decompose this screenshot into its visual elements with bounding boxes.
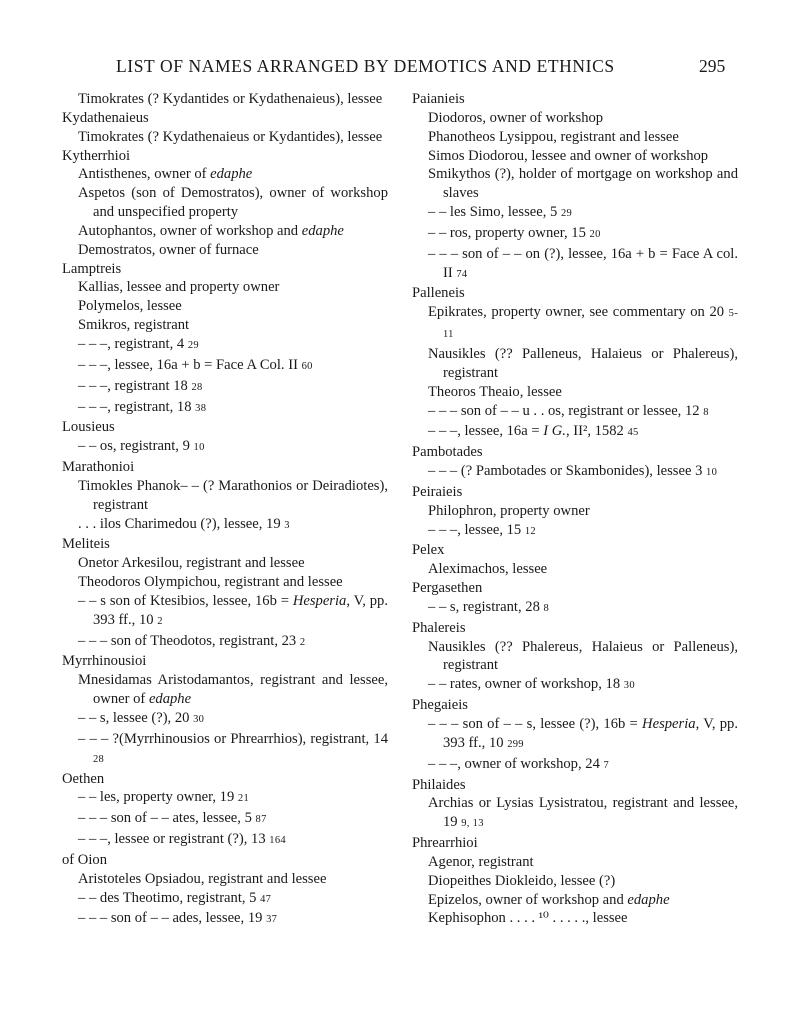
deme-heading: Lousieus: [62, 419, 115, 436]
entry-text: Theodoros Olympichou, registrant and lessee: [78, 574, 343, 591]
name-entry: [62, 241, 388, 260]
name-entry: [412, 502, 738, 521]
entry-text: – – –, registrant, 4: [78, 335, 188, 352]
deme-heading: Peiraieis: [412, 483, 463, 500]
name-entry: [412, 345, 738, 383]
name-entry: [412, 147, 738, 166]
entry-text: – – –, lessee, 15: [428, 521, 525, 538]
entry-text: Timokrates (? Kydathenaieus or Kydantides), lessee: [78, 128, 383, 145]
line-reference: 3: [284, 519, 290, 531]
entry-text: – – les, property owner, 19: [78, 789, 238, 806]
deme-heading: of Oion: [62, 851, 107, 868]
name-entry: [412, 422, 738, 443]
deme-heading: Kydathenaieus: [62, 109, 149, 126]
italic-term: edaphe: [210, 166, 253, 183]
entry-text: Antisthenes, owner of: [78, 166, 211, 183]
name-entry: [62, 909, 388, 930]
line-reference: 5-11: [443, 308, 738, 341]
italic-term: edaphe: [301, 222, 344, 239]
line-reference: 47: [260, 893, 272, 905]
name-entry: [62, 278, 388, 297]
line-reference: 2: [157, 615, 163, 627]
running-head: [0, 52, 792, 82]
name-entry: [62, 335, 388, 356]
name-entry: [412, 755, 738, 776]
italic-term: I G.: [543, 423, 566, 440]
line-reference: 60: [301, 360, 313, 372]
line-reference: 28: [93, 753, 105, 765]
line-reference: 38: [195, 402, 207, 414]
line-reference: 20: [589, 228, 601, 240]
entry-text: – – rates, owner of workshop, 18: [428, 676, 624, 693]
name-entry: [412, 402, 738, 423]
deme-heading: Marathonioi: [62, 459, 135, 476]
entry-text: – – ros, property owner, 15: [428, 224, 590, 241]
name-entry: [62, 316, 388, 335]
name-entry: [62, 377, 388, 398]
deme-heading: Phalereis: [412, 619, 466, 636]
name-entry: [412, 245, 738, 285]
name-entry: [62, 128, 388, 147]
line-reference: 37: [266, 914, 278, 926]
name-entry: [62, 573, 388, 592]
entry-text: – – –, lessee, 16a + b = Face A Col. II: [78, 356, 302, 373]
entry-text: – – s son of Ktesibios, lessee, 16b =: [78, 592, 293, 609]
entry-text: , V, pp. 393 ff., 10: [93, 592, 388, 628]
entry-text: Phanotheos Lysippou, registrant and lessee: [428, 128, 679, 145]
entry-text: – – – son of – – u . . os, registrant or lessee, 12: [428, 402, 704, 419]
line-reference: 74: [456, 268, 468, 280]
deme-heading: Oethen: [62, 770, 105, 787]
entry-text: – – des Theotimo, registrant, 5: [78, 889, 261, 906]
deme-heading: Pambotades: [412, 444, 483, 461]
line-reference: 164: [269, 835, 286, 847]
name-entry: [62, 437, 388, 458]
entry-text: Diopeithes Diokleido, lessee (?): [428, 872, 616, 889]
entry-text: Mnesidamas Aristodamantos, registrant and lessee, owner of: [78, 672, 388, 708]
name-entry: [62, 398, 388, 419]
italic-term: Hesperia: [292, 592, 347, 609]
entry-text: Diodoros, owner of workshop: [428, 109, 604, 126]
name-entry: [62, 297, 388, 316]
name-entry: [412, 224, 738, 245]
deme-heading: Pelex: [412, 542, 445, 559]
entry-text: – – –, registrant, 18: [78, 398, 196, 415]
entry-text: – – os, registrant, 9: [78, 438, 194, 455]
running-title: LIST OF NAMES ARRANGED BY DEMOTICS AND ETHNICS: [116, 56, 615, 76]
line-reference: 28: [191, 381, 203, 393]
name-entry: [62, 592, 388, 632]
entry-text: – – –, registrant 18: [78, 377, 192, 394]
entry-text: Nausikles (?? Phalereus, Halaieus or Palleneus), registrant: [428, 638, 738, 674]
entry-text: – – s, registrant, 28: [428, 598, 544, 615]
name-entry: [62, 709, 388, 730]
name-entry: [62, 165, 388, 184]
name-entry: [412, 715, 738, 755]
entry-text: Nausikles (?? Palleneus, Halaieus or Phalereus), registrant: [428, 345, 738, 381]
deme-heading: Paianieis: [412, 91, 465, 107]
entry-text: Smikros, registrant: [78, 317, 190, 334]
name-entry: [412, 203, 738, 224]
entry-text: Theoros Theaio, lessee: [428, 383, 562, 400]
name-entry: [412, 521, 738, 542]
line-reference: 10: [193, 442, 205, 454]
entry-text: Aspetos (son of Demostratos), owner of workshop and unspecified property: [78, 185, 388, 221]
name-entry: [412, 128, 738, 147]
left-column: [62, 90, 388, 930]
page-number: 295: [699, 56, 726, 76]
name-entry: [62, 830, 388, 851]
name-entry: [412, 560, 738, 579]
entry-text: Kephisophon . . . . ¹⁰ . . . . ., lessee: [428, 910, 628, 927]
name-entry: [412, 909, 738, 928]
entry-text: Agenor, registrant: [428, 853, 534, 870]
name-entry: [62, 184, 388, 222]
entry-text: – – – son of – – on (?), lessee, 16a + b = Face A col. II: [428, 245, 738, 281]
name-entry: [62, 477, 388, 515]
name-entry: [62, 870, 388, 889]
name-entry: [412, 853, 738, 872]
line-reference: 8: [543, 602, 550, 614]
deme-heading: Pergasethen: [412, 580, 483, 597]
entry-text: Smikythos (?), holder of mortgage on workshop and slaves: [428, 166, 738, 202]
italic-term: edaphe: [627, 891, 670, 908]
entry-text: Timokrates (? Kydantides or Kydathenaieus), lessee: [78, 91, 383, 107]
entry-text: – – les Simo, lessee, 5: [428, 204, 561, 221]
entry-text: – – – (? Pambotades or Skambonides), lessee 3: [428, 463, 707, 480]
line-reference: 30: [623, 680, 635, 692]
deme-heading: Meliteis: [62, 536, 110, 553]
entry-text: Demostratos, owner of furnace: [78, 241, 259, 258]
line-reference: 21: [237, 793, 250, 805]
line-reference: 7: [603, 759, 610, 771]
name-entry: [412, 383, 738, 402]
name-entry: [62, 222, 388, 241]
entry-text: Autophantos, owner of workshop and: [78, 222, 302, 239]
name-entry: [62, 356, 388, 377]
name-entry: [62, 90, 388, 109]
line-reference: 2: [299, 636, 306, 648]
name-entry: [62, 671, 388, 709]
line-reference: 29: [560, 208, 573, 220]
entry-text: Simos Diodorou, lessee and owner of workshop: [428, 147, 709, 164]
entry-text: , V, pp. 393 ff., 10: [443, 716, 738, 751]
name-entry: [62, 809, 388, 830]
line-reference: 45: [627, 427, 639, 439]
entry-text: Archias or Lysias Lysistratou, registrant and lessee, 19: [428, 795, 738, 831]
entry-text: Timokles Phanok– – (? Marathonios or Deiradiotes), registrant: [78, 477, 388, 513]
name-entry: [62, 788, 388, 809]
entry-text: – – – son of – – ades, lessee, 19: [78, 910, 267, 927]
deme-heading: Philaides: [412, 776, 466, 793]
name-entry: [62, 554, 388, 573]
deme-heading: Kytherrhioi: [62, 147, 131, 164]
name-entry: [412, 794, 738, 834]
entry-text: – – – son of – – ates, lessee, 5: [78, 810, 256, 827]
line-reference: 10: [706, 467, 718, 479]
entry-text: Kallias, lessee and property owner: [78, 279, 280, 296]
line-reference: 8: [703, 406, 709, 418]
entry-text: Polymelos, lessee: [78, 298, 182, 315]
entry-text: Onetor Arkesilou, registrant and lessee: [78, 555, 305, 572]
name-entry: [62, 730, 388, 770]
name-entry: [62, 632, 388, 653]
name-entry: [412, 165, 738, 203]
entry-text: . . . ilos Charimedou (?), lessee, 19: [78, 515, 285, 532]
line-reference: 87: [255, 814, 267, 826]
deme-heading: Phegaieis: [412, 697, 468, 714]
entry-text: Philophron, property owner: [428, 502, 590, 519]
entry-text: – – –, lessee or registrant (?), 13: [78, 831, 270, 848]
name-entry: [412, 638, 738, 676]
line-reference: 30: [193, 714, 205, 725]
entry-text: Epizelos, owner of workshop and: [428, 891, 628, 908]
name-entry: [412, 109, 738, 128]
line-reference: 29: [187, 339, 199, 351]
entry-text: – – –, lessee, 16a =: [428, 423, 544, 440]
deme-heading: Palleneis: [412, 285, 465, 302]
name-entry: [62, 515, 388, 536]
entry-text: – – – ?(Myrrhinousios or Phrearrhios), registrant, 14: [78, 730, 388, 747]
right-column: [412, 90, 738, 928]
name-entry: [412, 872, 738, 891]
entry-text: Aleximachos, lessee: [428, 561, 548, 578]
line-reference: 299: [507, 738, 524, 750]
name-entry: [412, 598, 738, 619]
entry-text: – – – son of – – s, lessee (?), 16b =: [428, 716, 643, 732]
entry-text: – – s, lessee (?), 20: [78, 710, 194, 726]
italic-term: Hesperia: [642, 716, 696, 732]
entry-text: – – –, owner of workshop, 24: [428, 755, 604, 772]
deme-heading: Phrearrhioi: [412, 835, 478, 852]
entry-text: , II², 1582: [565, 423, 628, 440]
line-reference: 12: [524, 525, 536, 537]
deme-heading: Myrrhinousioi: [62, 653, 147, 670]
name-entry: [412, 675, 738, 696]
name-entry: [62, 889, 388, 910]
italic-term: edaphe: [148, 691, 192, 708]
entry-text: Aristoteles Opsiadou, registrant and lessee: [78, 870, 327, 887]
entry-text: – – – son of Theodotos, registrant, 23: [78, 632, 300, 649]
name-entry: [412, 303, 738, 345]
entry-text: Epikrates, property owner, see commentary on 20: [428, 304, 729, 321]
deme-heading: Lamptreis: [62, 260, 122, 277]
line-reference: 9, 13: [461, 818, 484, 830]
name-entry: [412, 891, 738, 910]
name-entry: [412, 462, 738, 483]
